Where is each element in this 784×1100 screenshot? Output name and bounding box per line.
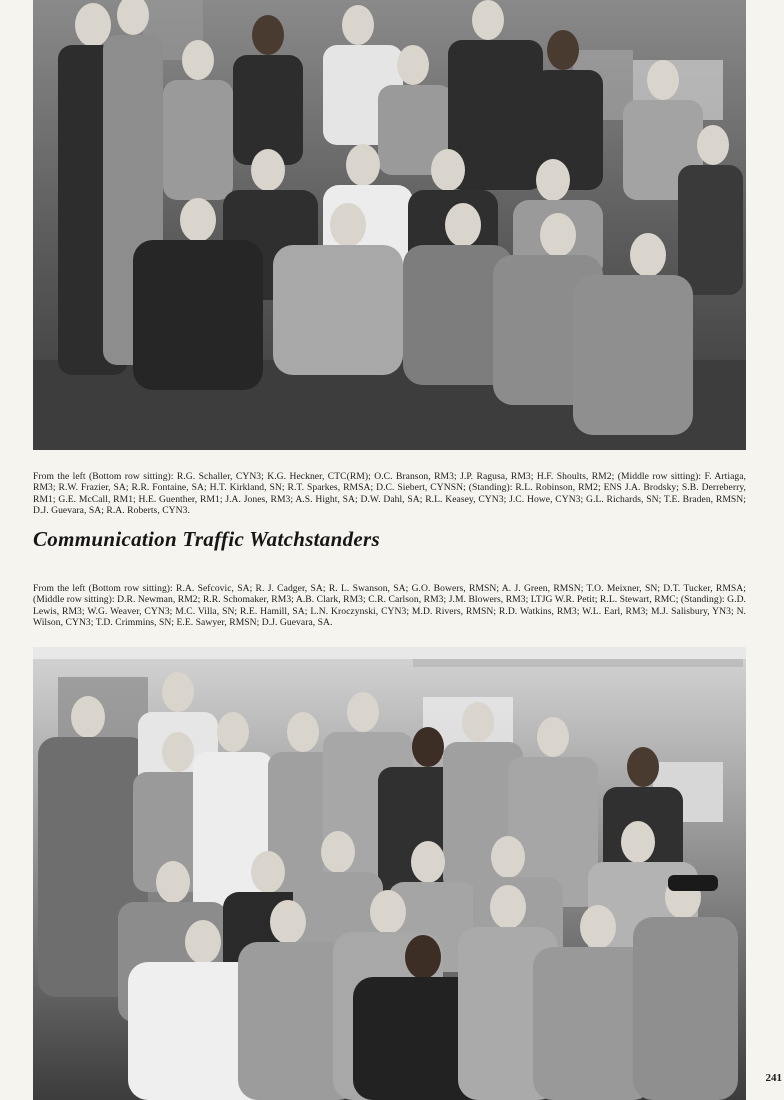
section-title: Communication Traffic Watchstanders <box>33 527 380 551</box>
group-photo-icon <box>33 647 746 1100</box>
caption-top: From the left (Bottom row sitting): R.G. Schaller, CYN3; K.G. Heckner, CTC(RM); O.C. Branson, RM3; J.P. Ragusa, RM3; H.F. Shoults, RM2; (Middle row sitting): F. Artiaga, RM3; R.W. Frazier, SA; R.R. Fontaine, SA; H.T. Kirkland, SN; R.T. Sparkes, RMSA; D.C. Siebert, CYNSN; (Standing): R.L. Robinson, RM2; ENS J.A. Brodsky; S.B. Derreberry, RM1; G.E. McCall, RM1; H.E. Guenther, RM1; J.A. Jones, RM3; A.S. Hight, SA; D.W. Dahl, SA; R.L. Keasey, CYN3; J.C. Howe, CYN3; G.L. Richards, SN; T.E. Braden, RMSN; D.J. Guevara, SA; R.A. Roberts, CYN3. <box>33 470 746 517</box>
group-photo-bottom <box>33 647 746 1100</box>
page-number: 241 <box>765 1072 782 1084</box>
caption-bottom: From the left (Bottom row sitting): R.A. Sefcovic, SA; R. J. Cadger, SA; R. L. Swanson, SA; G.O. Bowers, RMSN; A. J. Green, RMSN; T.O. Meixner, SN; D.T. Tucker, RMSA; (Middle row sitting): D.R. Newman, RM2; R.R. Schomaker, RM3; A.B. Clark, RM3; C.R. Carlson, RM3; J.M. Blowers, RM3; LTJG W.R. Petit; R.L. Stewart, RMC; (Standing): G.D. Lewis, RM3; W.G. Weaver, CYN3; M.C. Villa, SN; R.E. Hamill, SA; L.N. Kroczynski, CYN3; M.D. Rivers, RMSN; R.D. Watkins, RM3; W.L. Earl, RM3; M.J. Salisbury, YN3; N. Wilson, CYN3; T.D. Crimmins, SN; E.E. Sawyer, RMSN; D.J. Guevara, SA. <box>33 582 746 629</box>
group-photo-top <box>33 0 746 450</box>
group-photo-icon <box>33 0 746 450</box>
